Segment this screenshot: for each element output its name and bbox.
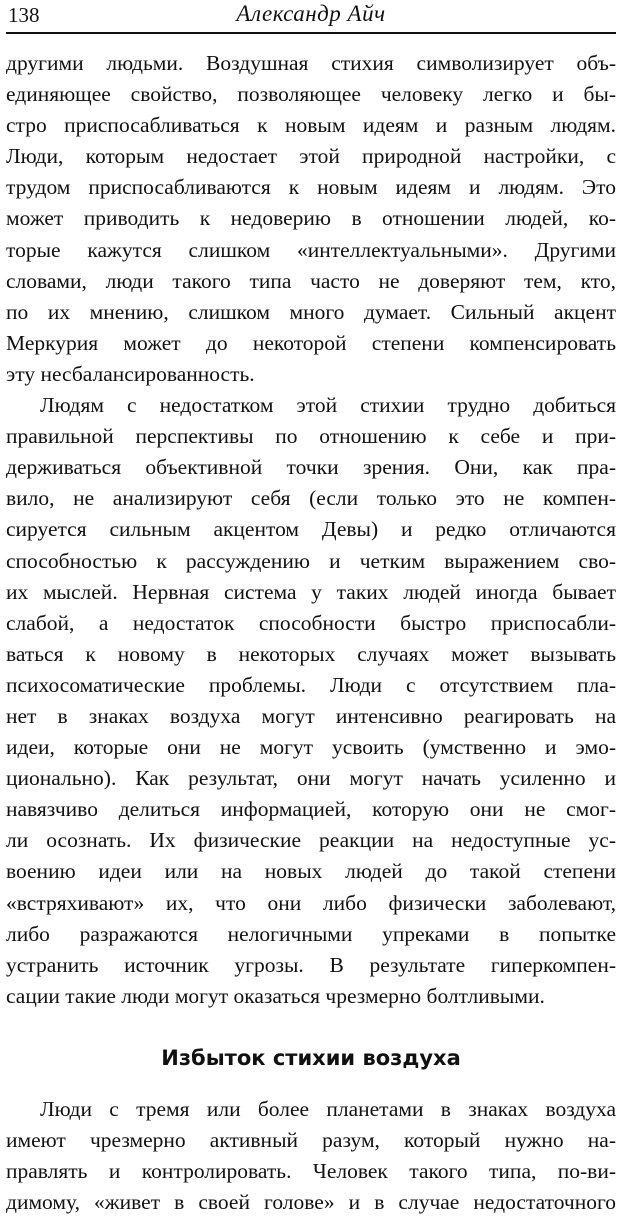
text-line: психосоматические проблемы. Люди с отсутствием пла- [6,672,616,697]
text-line: сируется сильным акцентом Девы) и редко отличаются [6,517,616,542]
section-paragraph [6,1094,616,1218]
text-line: ционально). Как результат, они могут начать усиленно и [6,766,616,791]
text-line: ли осознать. Их физические реакции на недоступные ус- [6,828,616,853]
paragraph-2 [6,390,616,1012]
text-line: имеют чрезмерно активный разум, который нужно на- [6,1128,616,1152]
body-text [6,48,616,1012]
text-line: по их мнению, слишком много думает. Сильный акцент [6,299,616,324]
text-line: сации такие люди могут оказаться чрезмерно болтливыми. [6,983,545,1008]
text-line: идеи, которые они не могут усвоить (умственно и эмо- [6,735,616,760]
text-line: трудом приспосабливаются к новым идеям и людям. Это [6,175,616,200]
text-line: стро приспосабливаться к новым идеям и разным людям. [6,113,616,138]
text-line: Люди, которым недостает этой природной настройки, с [6,144,616,169]
text-line: способностью к рассуждению и четким выражением сво- [6,548,616,573]
running-title: Александр Айч [236,1,386,26]
text-line: слабой, а недостаток способности быстро приспосабли- [6,610,616,635]
text-line: торые кажутся слишком «интеллектуальными». Другими [6,237,616,262]
text-line: правильной перспективы по отношению к себе и при- [6,424,616,449]
text-line: правлять и контролировать. Человек такого типа, по-ви- [6,1159,616,1184]
page-number: 138 [8,3,40,27]
text-line: нет в знаках воздуха могут интенсивно реагировать на [6,703,616,728]
text-line: «встряхивают» их, что они либо физически заболевают, [6,890,616,915]
text-line: ваться к новому в некоторых случаях может вызывать [6,641,616,666]
text-line: Меркурия может до некоторой степени компенсировать [6,330,616,355]
paragraph-1 [6,48,616,390]
text-line: эту несбалансированность. [6,361,255,386]
text-line: Людям с недостатком этой стихии трудно добиться [40,393,616,418]
text-line: устранить источник угрозы. В результате гиперкомпен- [6,952,616,977]
text-line: Люди с тремя или более планетами в знаках воздуха [40,1096,616,1121]
text-line: навязчиво делиться информацией, которую они не смог- [6,797,616,822]
text-line: воению идеи или на новых людей до такой степени [6,859,616,884]
text-line: их мыслей. Нервная система у таких людей иногда бывает [6,579,616,604]
running-header [6,0,616,34]
text-line: держиваться объективной точки зрения. Они, как пра- [6,455,616,480]
section-heading: Избыток стихии воздуха [161,1045,461,1070]
text-line: может приводить к недоверию в отношении людей, ко- [6,206,616,231]
text-line: димому, «живет в своей голове» и в случае недостаточного [6,1190,616,1215]
text-line: вило, не анализируют себя (если только это не компен- [6,486,616,511]
text-line: либо разражаются нелогичными упреками в попытке [6,921,616,946]
text-line: единяющее свойство, позволяющее человеку легко и бы- [6,82,616,107]
text-line: другими людьми. Воздушная стихия символизирует объ- [6,51,616,75]
text-line: словами, люди такого типа часто не доверяют тем, кто, [6,268,616,293]
